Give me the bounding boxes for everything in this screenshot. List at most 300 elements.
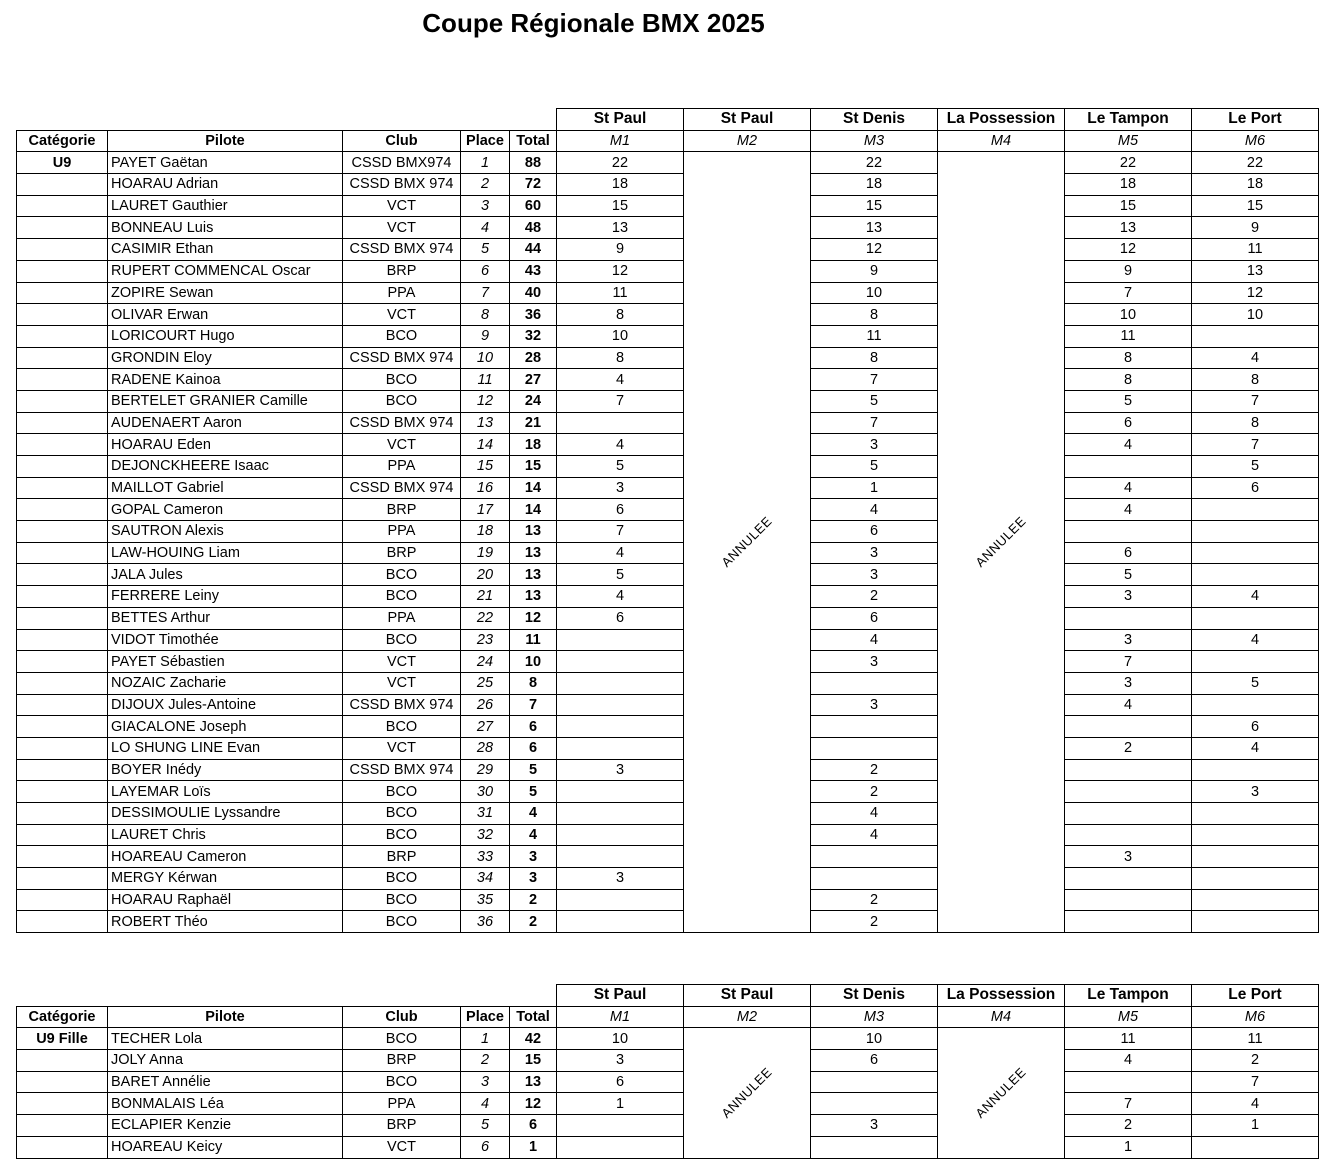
score-m5 [1065, 759, 1192, 781]
score-m1 [557, 412, 684, 434]
table-row [17, 846, 1319, 868]
category-cell [17, 521, 108, 543]
table-row [17, 1050, 1319, 1072]
score-m6 [1192, 759, 1319, 781]
cancelled-label: ANNULEE [972, 1064, 1029, 1121]
score-m3 [811, 1093, 938, 1115]
club-name: VCT [343, 195, 461, 217]
club-name: BCO [343, 716, 461, 738]
score-m3: 2 [811, 759, 938, 781]
total-value: 4 [510, 803, 557, 825]
manche-header: M2 [684, 1006, 811, 1028]
venue-header: St Denis [811, 109, 938, 131]
score-m5 [1065, 803, 1192, 825]
place-value: 34 [461, 868, 510, 890]
pilot-name: MAILLOT Gabriel [108, 477, 343, 499]
pilot-name: DIJOUX Jules-Antoine [108, 694, 343, 716]
score-m1: 5 [557, 564, 684, 586]
score-m3: 9 [811, 260, 938, 282]
score-m1: 6 [557, 607, 684, 629]
table-row [17, 239, 1319, 261]
venue-header: La Possession [938, 985, 1065, 1007]
cancelled-m2 [684, 1028, 811, 1158]
score-m3: 2 [811, 586, 938, 608]
total-value: 32 [510, 325, 557, 347]
club-name: VCT [343, 651, 461, 673]
score-m5: 11 [1065, 1028, 1192, 1050]
place-value: 14 [461, 434, 510, 456]
pilot-name: SAUTRON Alexis [108, 521, 343, 543]
total-value: 18 [510, 434, 557, 456]
table-row [17, 868, 1319, 890]
club-name: BCO [343, 325, 461, 347]
pilot-name: JALA Jules [108, 564, 343, 586]
category-cell [17, 325, 108, 347]
total-value: 13 [510, 521, 557, 543]
table-row [17, 889, 1319, 911]
category-cell [17, 542, 108, 564]
score-m6 [1192, 607, 1319, 629]
total-value: 1 [510, 1136, 557, 1158]
club-name: PPA [343, 521, 461, 543]
club-name: CSSD BMX 974 [343, 174, 461, 196]
cancelled-label: ANNULEE [718, 513, 775, 571]
score-m1 [557, 737, 684, 759]
score-m5: 3 [1065, 672, 1192, 694]
venue-header-row [17, 109, 1319, 131]
score-m3 [811, 672, 938, 694]
table-row [17, 824, 1319, 846]
header-total: Total [510, 130, 557, 152]
score-m5: 5 [1065, 390, 1192, 412]
club-name: BCO [343, 1071, 461, 1093]
score-m1: 3 [557, 477, 684, 499]
venue-header-row [17, 985, 1319, 1007]
place-value: 3 [461, 195, 510, 217]
table-row [17, 347, 1319, 369]
table-row [17, 1115, 1319, 1137]
category-cell [17, 781, 108, 803]
table-row [17, 607, 1319, 629]
score-m3 [811, 846, 938, 868]
column-header-row [17, 130, 1319, 152]
score-m3: 3 [811, 434, 938, 456]
score-m1 [557, 911, 684, 933]
score-m5: 4 [1065, 694, 1192, 716]
pilot-name: DESSIMOULIE Lyssandre [108, 803, 343, 825]
score-m3: 6 [811, 521, 938, 543]
club-name: BCO [343, 824, 461, 846]
pilot-name: ECLAPIER Kenzie [108, 1115, 343, 1137]
table-row [17, 412, 1319, 434]
score-m1 [557, 803, 684, 825]
score-m3: 18 [811, 174, 938, 196]
header-club: Club [343, 130, 461, 152]
results-table-u9-fille [16, 984, 1319, 1159]
score-m1 [557, 672, 684, 694]
category-cell [17, 911, 108, 933]
cancelled-label: ANNULEE [718, 1064, 775, 1121]
score-m3 [811, 716, 938, 738]
total-value: 2 [510, 889, 557, 911]
score-m5: 8 [1065, 347, 1192, 369]
score-m3: 6 [811, 1050, 938, 1072]
total-value: 10 [510, 651, 557, 673]
score-m5 [1065, 911, 1192, 933]
header-pilote: Pilote [108, 1006, 343, 1028]
pilot-name: PAYET Gaëtan [108, 152, 343, 174]
score-m6: 6 [1192, 716, 1319, 738]
place-value: 4 [461, 217, 510, 239]
header-place: Place [461, 1006, 510, 1028]
table-row [17, 304, 1319, 326]
column-header-row [17, 1006, 1319, 1028]
score-m1: 6 [557, 499, 684, 521]
category-cell [17, 174, 108, 196]
score-m5: 6 [1065, 412, 1192, 434]
club-name: BCO [343, 369, 461, 391]
score-m3: 2 [811, 781, 938, 803]
score-m6: 8 [1192, 369, 1319, 391]
table-row [17, 477, 1319, 499]
pilot-name: GOPAL Cameron [108, 499, 343, 521]
club-name: CSSD BMX 974 [343, 239, 461, 261]
place-value: 32 [461, 824, 510, 846]
pilot-name: LAYEMAR Loïs [108, 781, 343, 803]
club-name: BCO [343, 390, 461, 412]
total-value: 27 [510, 369, 557, 391]
category-cell [17, 412, 108, 434]
total-value: 88 [510, 152, 557, 174]
score-m5: 9 [1065, 260, 1192, 282]
place-value: 35 [461, 889, 510, 911]
spacer-cell [510, 985, 557, 1007]
score-m1: 15 [557, 195, 684, 217]
score-m6: 1 [1192, 1115, 1319, 1137]
score-m1: 6 [557, 1071, 684, 1093]
score-m5 [1065, 824, 1192, 846]
category-cell: U9 [17, 152, 108, 174]
score-m3: 5 [811, 390, 938, 412]
category-cell [17, 477, 108, 499]
score-m5: 2 [1065, 1115, 1192, 1137]
club-name: VCT [343, 672, 461, 694]
venue-header: St Paul [557, 985, 684, 1007]
score-m3: 10 [811, 1028, 938, 1050]
total-value: 28 [510, 347, 557, 369]
pilot-name: GIACALONE Joseph [108, 716, 343, 738]
score-m6: 4 [1192, 629, 1319, 651]
cancelled-m4 [938, 1028, 1065, 1158]
place-value: 2 [461, 1050, 510, 1072]
category-cell [17, 1115, 108, 1137]
score-m1 [557, 694, 684, 716]
score-m6: 11 [1192, 1028, 1319, 1050]
score-m5 [1065, 716, 1192, 738]
place-value: 2 [461, 174, 510, 196]
category-cell [17, 564, 108, 586]
pilot-name: VIDOT Timothée [108, 629, 343, 651]
category-cell [17, 716, 108, 738]
score-m1 [557, 651, 684, 673]
score-m1 [557, 824, 684, 846]
category-cell [17, 239, 108, 261]
total-value: 5 [510, 781, 557, 803]
club-name: VCT [343, 217, 461, 239]
pilot-name: BETTES Arthur [108, 607, 343, 629]
spacer-cell [108, 109, 343, 131]
score-m1: 22 [557, 152, 684, 174]
table-row [17, 803, 1319, 825]
score-m5: 4 [1065, 1050, 1192, 1072]
score-m3 [811, 737, 938, 759]
club-name: BCO [343, 803, 461, 825]
club-name: PPA [343, 282, 461, 304]
manche-header: M4 [938, 130, 1065, 152]
total-value: 14 [510, 477, 557, 499]
manche-header: M5 [1065, 130, 1192, 152]
score-m1 [557, 889, 684, 911]
venue-header: Le Port [1192, 109, 1319, 131]
pilot-name: TECHER Lola [108, 1028, 343, 1050]
pilot-name: HOARAU Eden [108, 434, 343, 456]
category-cell [17, 629, 108, 651]
table-row [17, 586, 1319, 608]
total-value: 13 [510, 542, 557, 564]
place-value: 30 [461, 781, 510, 803]
table-row [17, 456, 1319, 478]
total-value: 6 [510, 737, 557, 759]
score-m3: 15 [811, 195, 938, 217]
place-value: 23 [461, 629, 510, 651]
score-m6 [1192, 564, 1319, 586]
score-m6: 7 [1192, 390, 1319, 412]
score-m5: 22 [1065, 152, 1192, 174]
club-name: CSSD BMX 974 [343, 759, 461, 781]
place-value: 9 [461, 325, 510, 347]
place-value: 1 [461, 152, 510, 174]
score-m3: 3 [811, 1115, 938, 1137]
score-m1: 10 [557, 1028, 684, 1050]
score-m3: 7 [811, 412, 938, 434]
score-m6: 7 [1192, 1071, 1319, 1093]
manche-header: M1 [557, 130, 684, 152]
score-m1: 18 [557, 174, 684, 196]
table-row [17, 434, 1319, 456]
score-m5: 15 [1065, 195, 1192, 217]
place-value: 33 [461, 846, 510, 868]
pilot-name: DEJONCKHEERE Isaac [108, 456, 343, 478]
place-value: 17 [461, 499, 510, 521]
pilot-name: HOAREAU Keicy [108, 1136, 343, 1158]
category-cell [17, 217, 108, 239]
pilot-name: FERRERE Leiny [108, 586, 343, 608]
pilot-name: RADENE Kainoa [108, 369, 343, 391]
club-name: VCT [343, 304, 461, 326]
spacer-cell [461, 109, 510, 131]
table-row [17, 521, 1319, 543]
results-table-u9 [16, 108, 1319, 933]
score-m1 [557, 1136, 684, 1158]
club-name: CSSD BMX974 [343, 152, 461, 174]
total-value: 2 [510, 911, 557, 933]
place-value: 15 [461, 456, 510, 478]
score-m1: 8 [557, 347, 684, 369]
score-m6 [1192, 694, 1319, 716]
score-m1 [557, 846, 684, 868]
pilot-name: HOARAU Raphaël [108, 889, 343, 911]
place-value: 13 [461, 412, 510, 434]
table-row [17, 1136, 1319, 1158]
score-m3: 10 [811, 282, 938, 304]
place-value: 5 [461, 1115, 510, 1137]
club-name: VCT [343, 434, 461, 456]
header-pilote: Pilote [108, 130, 343, 152]
header-categorie: Catégorie [17, 1006, 108, 1028]
pilot-name: OLIVAR Erwan [108, 304, 343, 326]
club-name: VCT [343, 1136, 461, 1158]
pilot-name: ZOPIRE Sewan [108, 282, 343, 304]
total-value: 12 [510, 1093, 557, 1115]
score-m5 [1065, 781, 1192, 803]
score-m6: 9 [1192, 217, 1319, 239]
score-m3: 3 [811, 694, 938, 716]
place-value: 27 [461, 716, 510, 738]
place-value: 16 [461, 477, 510, 499]
score-m6: 12 [1192, 282, 1319, 304]
score-m1 [557, 1115, 684, 1137]
score-m1: 3 [557, 1050, 684, 1072]
place-value: 22 [461, 607, 510, 629]
spacer-cell [343, 985, 461, 1007]
score-m5: 4 [1065, 477, 1192, 499]
club-name: VCT [343, 737, 461, 759]
pilot-name: GRONDIN Eloy [108, 347, 343, 369]
pilot-name: MERGY Kérwan [108, 868, 343, 890]
score-m6: 3 [1192, 781, 1319, 803]
place-value: 29 [461, 759, 510, 781]
club-name: CSSD BMX 974 [343, 412, 461, 434]
score-m6 [1192, 803, 1319, 825]
cancelled-m2 [684, 152, 811, 933]
spacer-cell [17, 985, 108, 1007]
score-m6: 6 [1192, 477, 1319, 499]
total-value: 13 [510, 564, 557, 586]
category-cell [17, 737, 108, 759]
score-m1: 9 [557, 239, 684, 261]
score-m6 [1192, 868, 1319, 890]
score-m5: 5 [1065, 564, 1192, 586]
table-row [17, 781, 1319, 803]
category-cell [17, 846, 108, 868]
total-value: 72 [510, 174, 557, 196]
club-name: BCO [343, 629, 461, 651]
total-value: 4 [510, 824, 557, 846]
club-name: PPA [343, 607, 461, 629]
category-cell [17, 260, 108, 282]
score-m1: 3 [557, 868, 684, 890]
manche-header: M4 [938, 1006, 1065, 1028]
total-value: 36 [510, 304, 557, 326]
score-m5 [1065, 456, 1192, 478]
header-place: Place [461, 130, 510, 152]
table-row [17, 390, 1319, 412]
venue-header: Le Tampon [1065, 109, 1192, 131]
score-m6: 4 [1192, 737, 1319, 759]
venue-header: St Denis [811, 985, 938, 1007]
table-row [17, 282, 1319, 304]
total-value: 42 [510, 1028, 557, 1050]
pilot-name: HOAREAU Cameron [108, 846, 343, 868]
table-row [17, 542, 1319, 564]
club-name: PPA [343, 1093, 461, 1115]
category-cell [17, 586, 108, 608]
table-row [17, 759, 1319, 781]
score-m6 [1192, 325, 1319, 347]
pilot-name: LAURET Gauthier [108, 195, 343, 217]
category-cell [17, 304, 108, 326]
spacer-cell [343, 109, 461, 131]
club-name: PPA [343, 456, 461, 478]
score-m6: 5 [1192, 456, 1319, 478]
score-m3 [811, 1071, 938, 1093]
page-title: Coupe Régionale BMX 2025 [422, 8, 765, 38]
score-m5: 7 [1065, 1093, 1192, 1115]
score-m3: 1 [811, 477, 938, 499]
club-name: CSSD BMX 974 [343, 347, 461, 369]
total-value: 60 [510, 195, 557, 217]
score-m6: 5 [1192, 672, 1319, 694]
pilot-name: BONMALAIS Léa [108, 1093, 343, 1115]
club-name: BCO [343, 911, 461, 933]
score-m5: 12 [1065, 239, 1192, 261]
category-cell [17, 456, 108, 478]
total-value: 6 [510, 716, 557, 738]
category-cell [17, 759, 108, 781]
score-m1: 4 [557, 542, 684, 564]
category-cell [17, 282, 108, 304]
pilot-name: LORICOURT Hugo [108, 325, 343, 347]
place-value: 28 [461, 737, 510, 759]
score-m6 [1192, 651, 1319, 673]
category-cell: U9 Fille [17, 1028, 108, 1050]
score-m3 [811, 1136, 938, 1158]
score-m5: 6 [1065, 542, 1192, 564]
place-value: 21 [461, 586, 510, 608]
total-value: 24 [510, 390, 557, 412]
pilot-name: JOLY Anna [108, 1050, 343, 1072]
pilot-name: BOYER Inédy [108, 759, 343, 781]
score-m6: 4 [1192, 586, 1319, 608]
spacer-cell [108, 985, 343, 1007]
place-value: 26 [461, 694, 510, 716]
pilot-name: BARET Annélie [108, 1071, 343, 1093]
place-value: 11 [461, 369, 510, 391]
score-m5: 3 [1065, 629, 1192, 651]
spacer-cell [17, 109, 108, 131]
place-value: 6 [461, 1136, 510, 1158]
score-m1: 3 [557, 759, 684, 781]
table-row [17, 911, 1319, 933]
score-m1: 1 [557, 1093, 684, 1115]
total-value: 44 [510, 239, 557, 261]
table-row [17, 1093, 1319, 1115]
total-value: 40 [510, 282, 557, 304]
score-m3: 11 [811, 325, 938, 347]
manche-header: M5 [1065, 1006, 1192, 1028]
club-name: BCO [343, 564, 461, 586]
score-m5: 3 [1065, 846, 1192, 868]
